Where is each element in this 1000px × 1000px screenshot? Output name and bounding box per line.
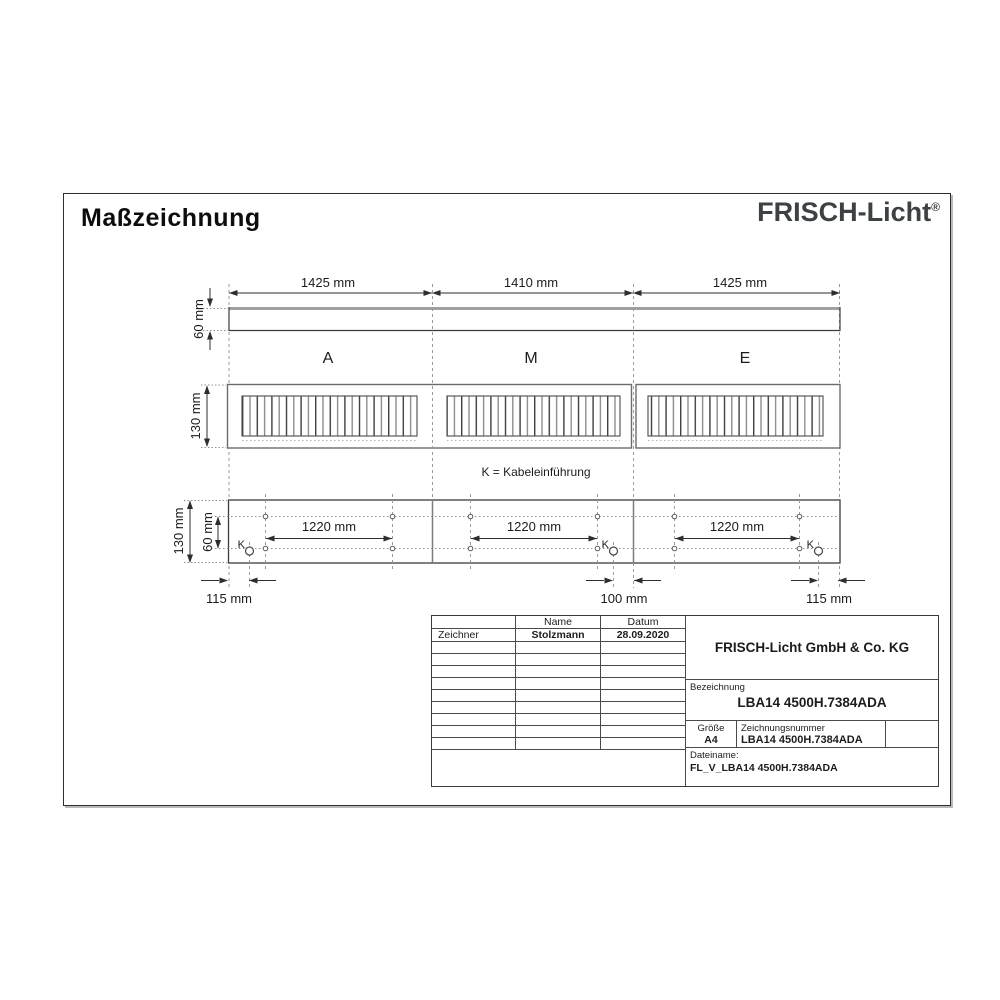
groesse-label: Größe: [697, 723, 725, 734]
zeichnungsnummer-label: Zeichnungsnummer: [741, 723, 825, 734]
creator-date: 28.09.2020: [616, 629, 670, 641]
dim-holes-m: 1220 mm: [506, 519, 562, 534]
k-marker-e: K: [806, 539, 814, 551]
header-name-cell: Name: [516, 616, 601, 628]
header-datum-cell: Datum: [627, 616, 659, 628]
empty-cell: [886, 721, 938, 747]
zeichnungsnummer-cell: [737, 721, 886, 747]
dateiname-cell: [686, 748, 938, 786]
dim-bottom-height: 130 mm: [171, 507, 186, 555]
size-number-row: [686, 721, 938, 748]
louver-grille-m: [447, 396, 620, 436]
front-louver-view: [228, 385, 841, 449]
dim-holes-e: 1220 mm: [709, 519, 765, 534]
table-row: [432, 666, 685, 678]
bezeichnung-cell: [686, 680, 938, 721]
table-row: [432, 738, 685, 750]
dim-holes-a: 1220 mm: [301, 519, 357, 534]
cable-entry-legend: K = Kabeleinführung: [481, 465, 591, 479]
table-row: [432, 714, 685, 726]
louver-grille-e: [648, 396, 823, 436]
top-profile-view: [229, 307, 840, 331]
page-title: Maßzeichnung: [81, 204, 261, 232]
dim-width-m: 1410 mm: [503, 275, 559, 290]
header-empty-cell: [432, 616, 516, 628]
dateiname-label: Dateiname:: [690, 750, 739, 761]
registered-trademark-icon: ®: [931, 200, 940, 214]
dim-hole-row-offset: 60 mm: [200, 512, 215, 552]
section-letter-e: E: [739, 350, 751, 367]
title-block-info: [685, 616, 938, 786]
edge-offset-arrows: [220, 578, 847, 584]
table-row: [432, 702, 685, 714]
creator-name: Stolzmann: [516, 629, 601, 641]
creator-role: Zeichner: [432, 629, 516, 641]
brand-name: FRISCH-Licht: [757, 197, 932, 227]
title-block: [431, 615, 939, 787]
table-row: [432, 690, 685, 702]
table-row: [432, 678, 685, 690]
dateiname-value: FL_V_LBA14 4500H.7384ADA: [690, 762, 838, 774]
company-name: FRISCH-Licht GmbH & Co. KG: [686, 616, 938, 680]
table-row: [432, 654, 685, 666]
creator-row: [432, 629, 685, 642]
k-marker-a: K: [237, 539, 245, 551]
bezeichnung-label: Bezeichnung: [690, 682, 745, 693]
front-height-dimension: [201, 385, 226, 448]
k-marker-m: K: [601, 539, 609, 551]
profile-height-dimension: [203, 288, 228, 350]
table-row: [432, 726, 685, 738]
dim-width-e: 1425 mm: [712, 275, 768, 290]
dim-edge-middle: 100 mm: [600, 591, 648, 606]
section-letter-a: A: [322, 350, 334, 367]
table-header-row: [432, 616, 685, 629]
section-letter-m: M: [524, 350, 538, 367]
groesse-cell: [686, 721, 737, 747]
groesse-value: A4: [704, 734, 718, 746]
hole-row-offset-dimension: [215, 517, 221, 549]
louver-grille-a: [242, 396, 417, 436]
zeichnungsnummer-value: LBA14 4500H.7384ADA: [741, 734, 863, 746]
dim-profile-height: 60 mm: [191, 299, 206, 339]
table-footer-cell: [432, 750, 685, 786]
dim-edge-left: 115 mm: [206, 591, 252, 606]
dim-front-height: 130 mm: [188, 392, 203, 440]
table-row: [432, 642, 685, 654]
dim-edge-right: 115 mm: [806, 591, 852, 606]
title-block-table: [432, 616, 685, 786]
dim-width-a: 1425 mm: [300, 275, 356, 290]
bezeichnung-value: LBA14 4500H.7384ADA: [737, 695, 887, 710]
